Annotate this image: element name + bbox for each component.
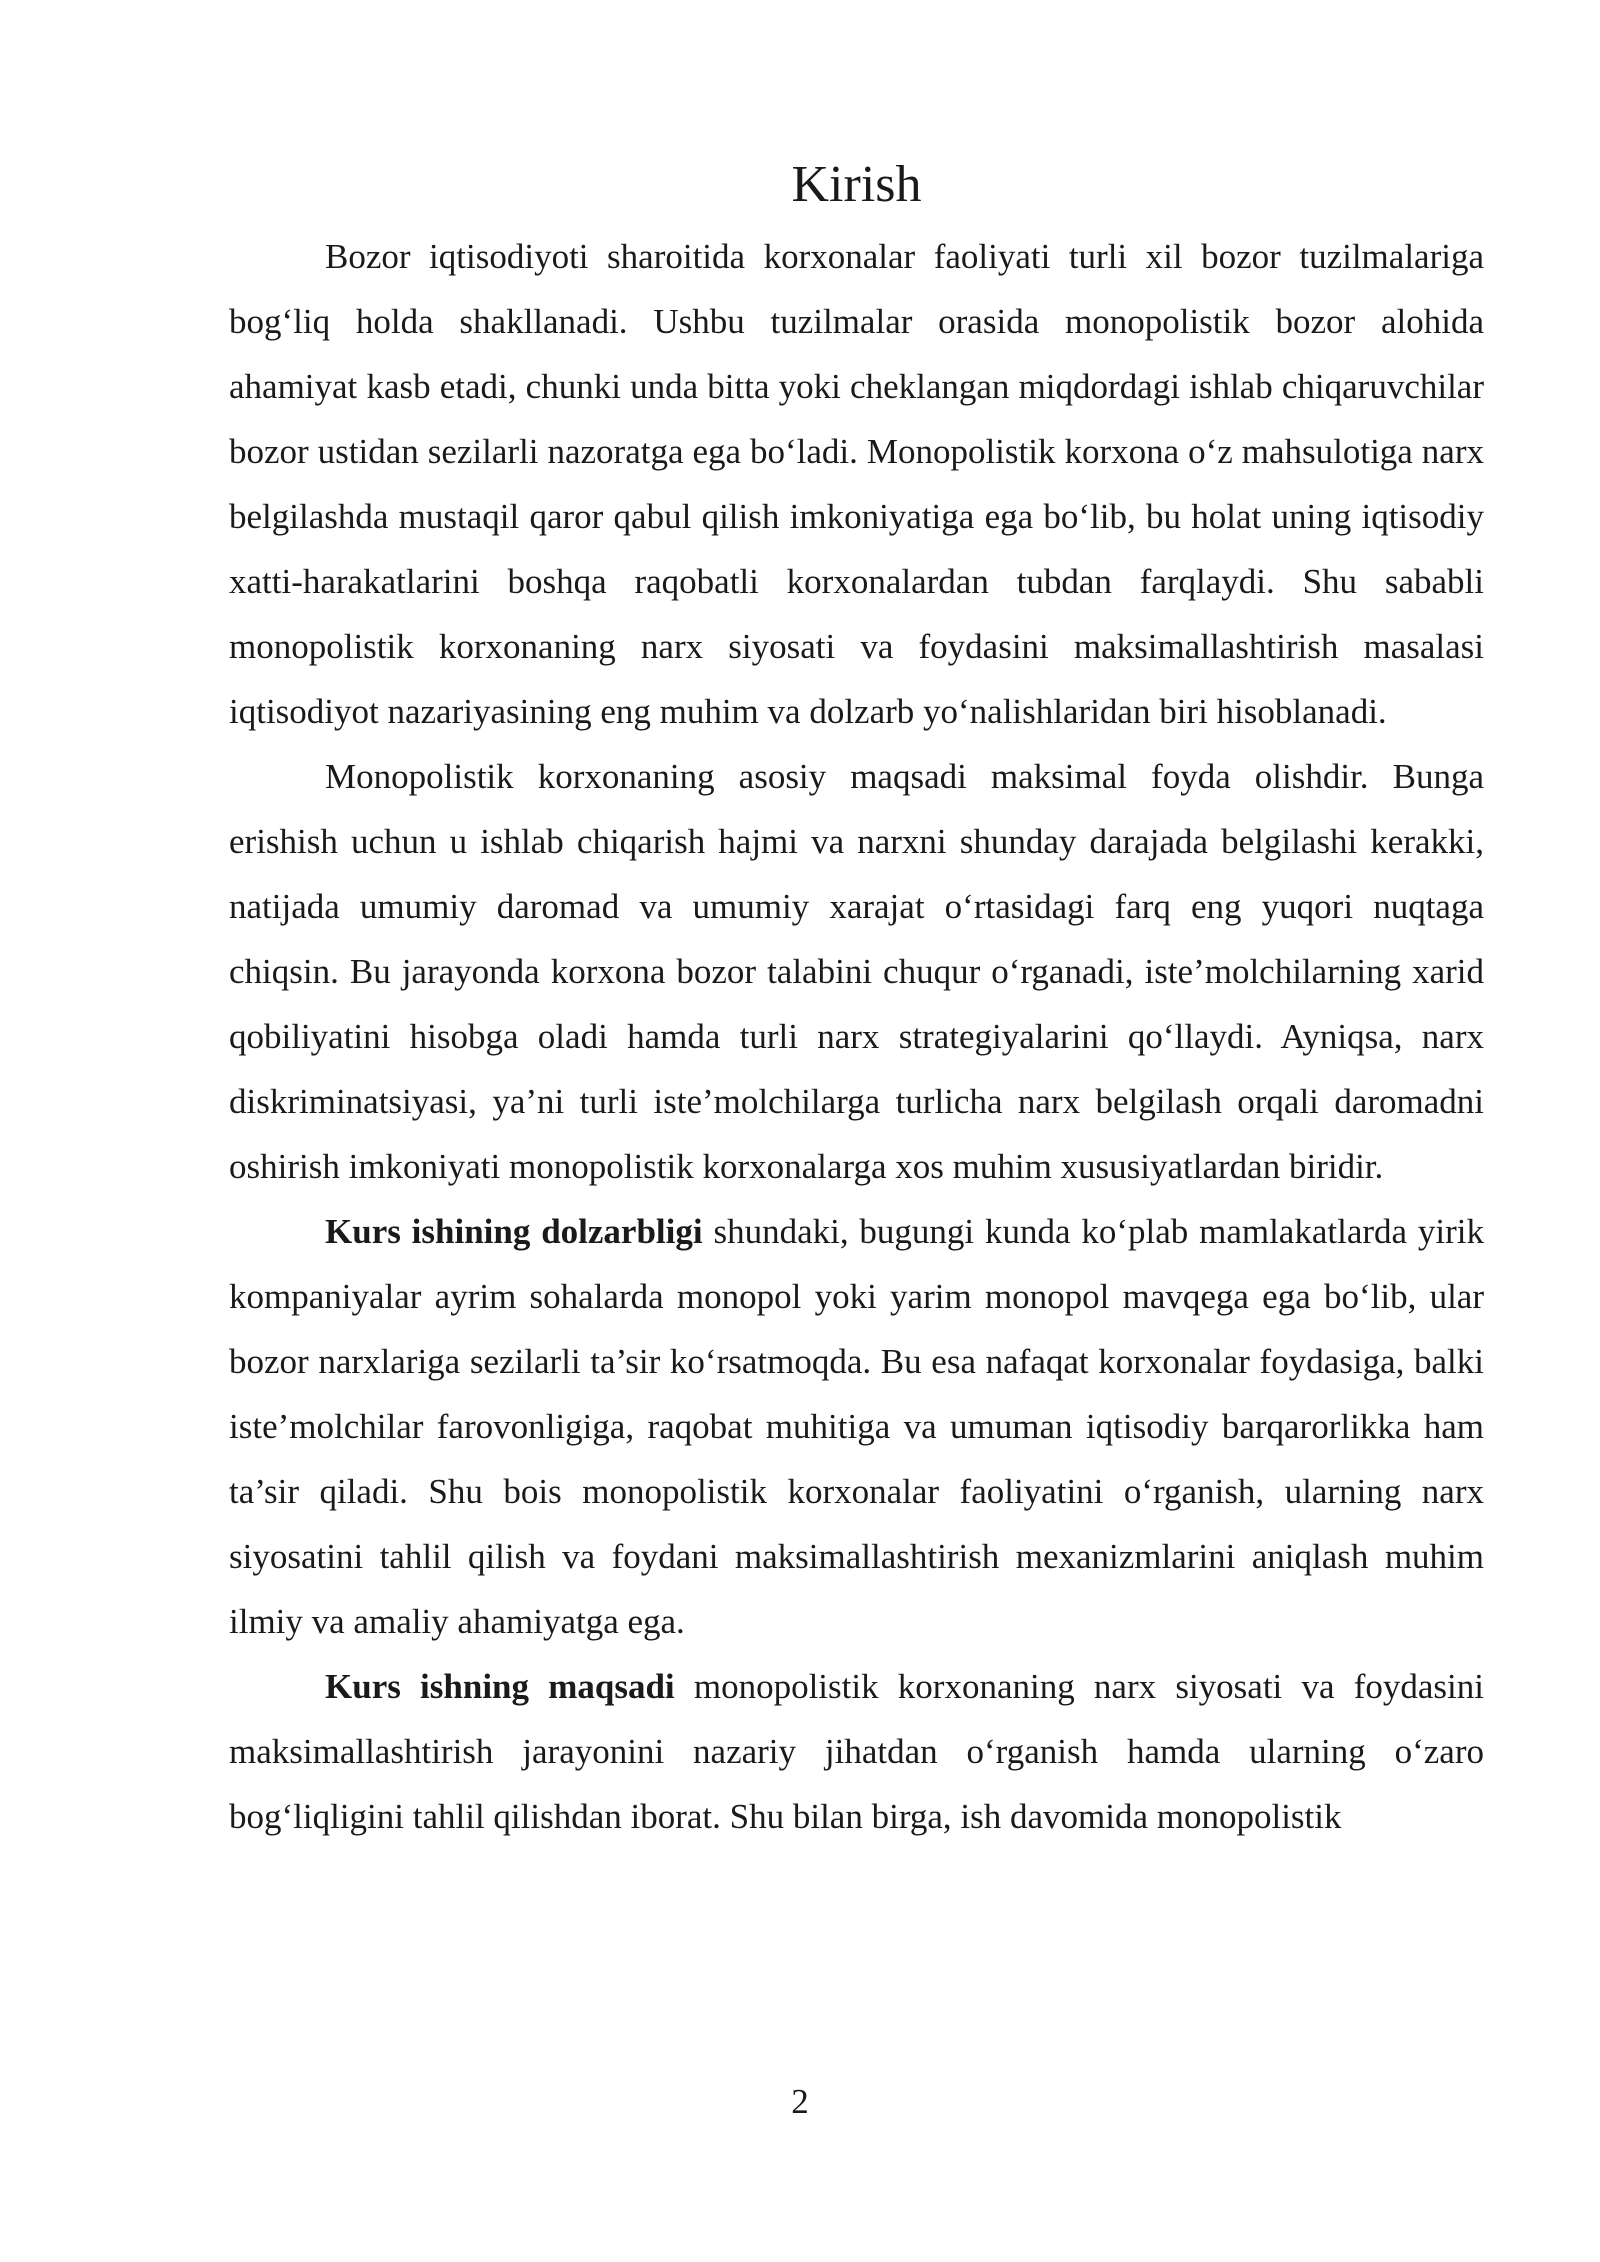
paragraph-text: monopolistik korxonaning narx siyosati va foydasini maksimallashtirish jarayonini nazariy jihatdan o‘rganish hamda ularning o‘zaro bog‘liqligini tahlil qilishdan iborat. Shu bilan birga, ish davomida monopolistik — [229, 1667, 1484, 1836]
paragraph-intro — [229, 224, 1484, 744]
paragraph-relevance — [229, 1199, 1484, 1654]
paragraph-aim — [229, 1654, 1484, 1849]
paragraph-text: Bozor iqtisodiyoti sharoitida korxonalar faoliyati turli xil bozor tuzilmalariga bog‘liq holda shakllanadi. Ushbu tuzilmalar orasida monopolistik bozor alohida ahamiyat kasb etadi, chunki unda bitta yoki cheklangan miqdordagi ishlab chiqaruvchilar bozor ustidan sezilarli nazoratga ega bo‘ladi. Monopolistik korxona o‘z mahsulotiga narx belgilashda mustaqil qaror qabul qilish imkoniyatiga ega bo‘lib, bu holat uning iqtisodiy xatti-harakatlarini boshqa raqobatli korxonalardan tubdan farqlaydi. Shu sababli monopolistik korxonaning narx siyosati va foydasini maksimallashtirish masalasi iqtisodiyot nazariyasining eng muhim va dolzarb yo‘nalishlaridan biri hisoblanadi. — [229, 237, 1484, 731]
page-content — [229, 150, 1484, 1849]
paragraph-goal — [229, 744, 1484, 1199]
page-title: Kirish — [791, 156, 922, 213]
page-number: 2 — [791, 2082, 809, 2121]
paragraph-text: shundaki, bugungi kunda ko‘plab mamlakatlarda yirik kompaniyalar ayrim sohalarda monopol yoki yarim monopol mavqega ega bo‘lib, ular bozor narxlariga sezilarli ta’sir ko‘rsatmoqda. Bu esa nafaqat korxonalar foydasiga, balki iste’molchilar farovonligiga, raqobat muhitiga va umuman iqtisodiy barqarorlikka ham ta’sir qiladi. Shu bois monopolistik korxonalar faoliyatini o‘rganish, ularning narx siyosatini tahlil qilish va foydani maksimallashtirish mexanizmlarini aniqlash muhim ilmiy va amaliy ahamiyatga ega. — [229, 1212, 1484, 1641]
paragraph-text: Monopolistik korxonaning asosiy maqsadi maksimal foyda olishdir. Bunga erishish uchun u ishlab chiqarish hajmi va narxni shunday darajada belgilashi kerakki, natijada umumiy daromad va umumiy xarajat o‘rtasidagi farq eng yuqori nuqtaga chiqsin. Bu jarayonda korxona bozor talabini chuqur o‘rganadi, iste’molchilarning xarid qobiliyatini hisobga oladi hamda turli narx strategiyalarini qo‘llaydi. Ayniqsa, narx diskriminatsiyasi, ya’ni turli iste’molchilarga turlicha narx belgilash orqali daromadni oshirish imkoniyati monopolistik korxonalarga xos muhim xususiyatlardan biridir. — [229, 757, 1484, 1186]
paragraph-lead-bold: Kurs ishining dolzarbligi — [325, 1212, 703, 1251]
paragraph-lead-bold: Kurs ishning maqsadi — [325, 1667, 675, 1706]
